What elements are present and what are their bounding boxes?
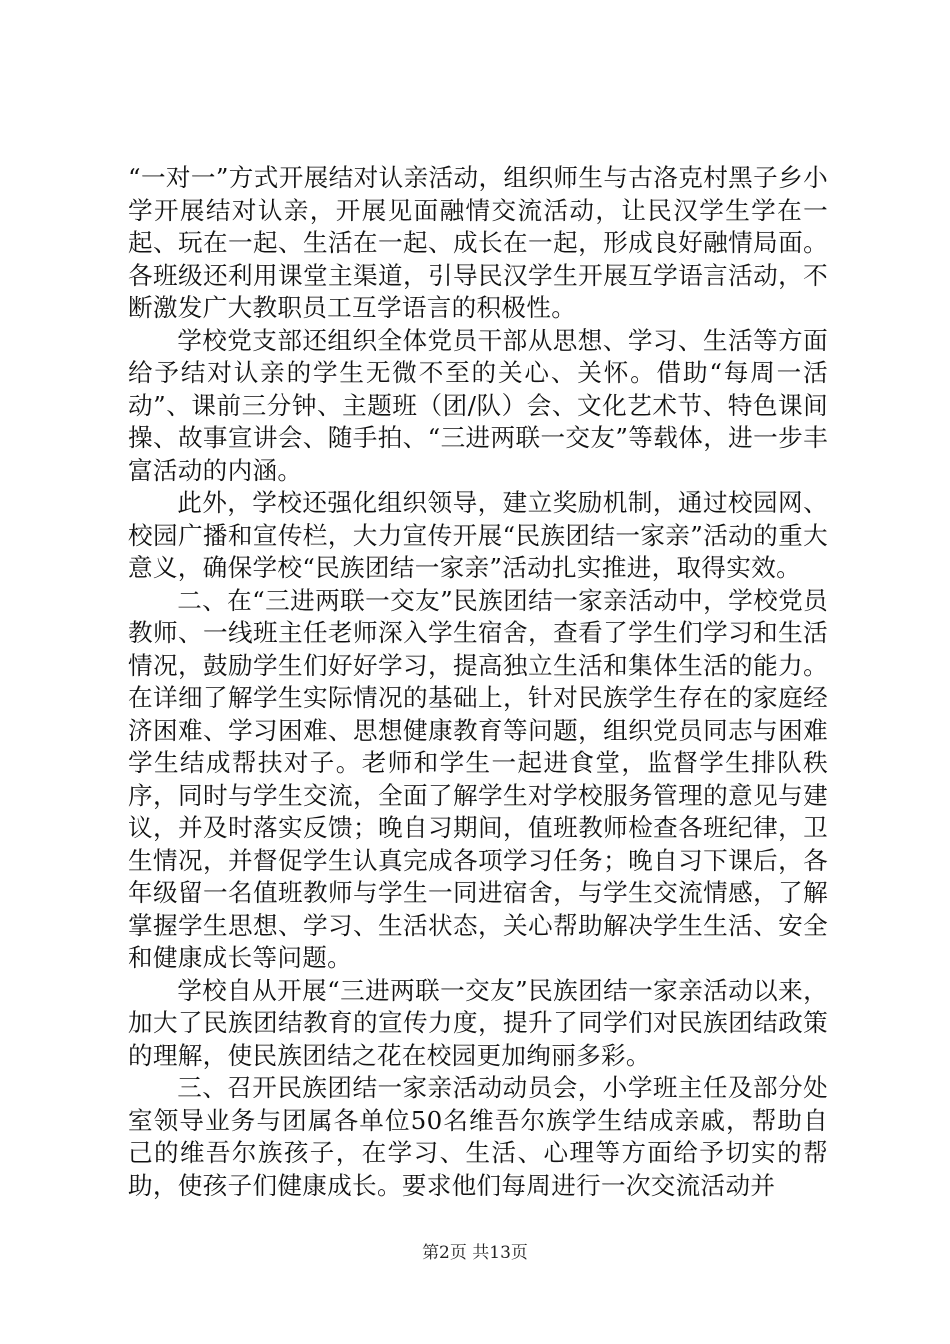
paragraph-5: 学校自从开展“三进两联一交友”民族团结一家亲活动以来，加大了民族团结教育的宣传力度，提升了同学们对民族团结政策的理解，使民族团结之花在校园更加绚丽多彩。 bbox=[128, 975, 828, 1070]
paragraph-3: 此外，学校还强化组织领导，建立奖励机制，通过校园网、校园广播和宣传栏，大力宣传开展“民族团结一家亲”活动的重大意义，确保学校“民族团结一家亲”活动扎实推进，取得实效。 bbox=[128, 488, 828, 582]
document-body bbox=[128, 162, 828, 1202]
paragraph-1: “一对一”方式开展结对认亲活动，组织师生与古洛克村黑子乡小学开展结对认亲，开展见面融情交流活动，让民汉学生学在一起、玩在一起、生活在一起、成长在一起，形成良好融情局面。各班级还利用课堂主渠道，引导民汉学生开展互学语言活动，不断激发广大教职员工互学语言的积极性。 bbox=[128, 163, 828, 322]
paragraph-6: 三、召开民族团结一家亲活动动员会，小学班主任及部分处室领导业务与团属各单位50名维吾尔族学生结成亲戚，帮助自己的维吾尔族孩子，在学习、生活、心理等方面给予切实的帮助，使孩子们健康成长。要求他们每周进行一次交流活动并 bbox=[128, 1073, 828, 1200]
page-footer: 第2页 共13页 bbox=[422, 1243, 528, 1263]
paragraph-4: 二、在“三进两联一交友”民族团结一家亲活动中，学校党员教师、一线班主任老师深入学生宿舍，查看了学生们学习和生活情况，鼓励学生们好好学习，提高独立生活和集体生活的能力。在详细了解学生实际情况的基础上，针对民族学生存在的家庭经济困难、学习困难、思想健康教育等问题，组织党员同志与困难学生结成帮扶对子。老师和学生一起进食堂，监督学生排队秩序，同时与学生交流，全面了解学生对学校服务管理的意见与建议，并及时落实反馈；晚自习期间，值班教师检查各班纪律，卫生情况，并督促学生认真完成各项学习任务；晚自习下课后，各年级留一名值班教师与学生一同进宿舍，与学生交流情感，了解掌握学生思想、学习、生活状态，关心帮助解决学生生活、安全和健康成长等问题。 bbox=[128, 585, 828, 972]
paragraph-2: 学校党支部还组织全体党员干部从思想、学习、生活等方面给予结对认亲的学生无微不至的关心、关怀。借助“每周一活动”、课前三分钟、主题班（团/队）会、文化艺术节、特色课间操、故事宣讲会、随手拍、“三进两联一交友”等载体，进一步丰富活动的内涵。 bbox=[128, 325, 828, 485]
